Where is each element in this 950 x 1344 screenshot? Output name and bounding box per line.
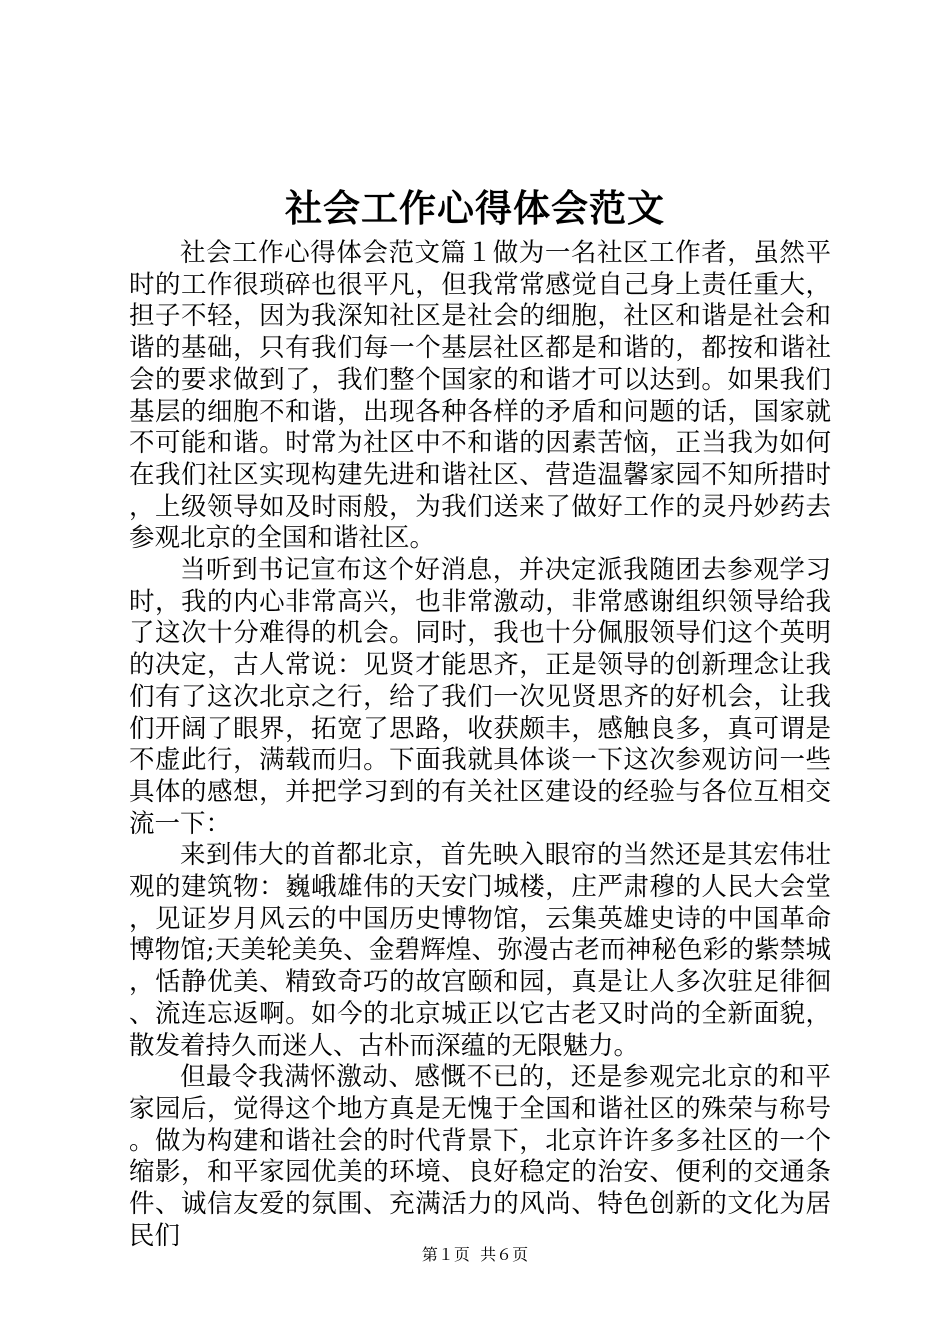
paragraph: 来到伟大的首都北京，首先映入眼帘的当然还是其宏伟壮观的建筑物：巍峨雄伟的天安门城楼，庄严肃穆的人民大会堂，见证岁月风云的中国历史博物馆，云集英雄史诗的中国革命博物馆;天美轮美奂、金碧辉煌、弥漫古老而神秘色彩的紫禁城，恬静优美、精致奇巧的故宫颐和园，真是让人多次驻足徘徊、流连忘返啊。如今的北京城正以它古老又时尚的全新面貌，散发着持久而迷人、古朴而深蕴的无限魅力。 [129, 840, 831, 1061]
page-footer [0, 1244, 950, 1266]
document-body [129, 238, 831, 1253]
paragraph: 当听到书记宣布这个好消息，并决定派我随团去参观学习时，我的内心非常高兴，也非常激动，非常感谢组织领导给我了这次十分难得的机会。同时，我也十分佩服领导们这个英明的决定，古人常说：见贤才能思齐，正是领导的创新理念让我们有了这次北京之行，给了我们一次见贤思齐的好机会，让我们开阔了眼界，拓宽了思路，收获颇丰，感触良多，真可谓是不虚此行，满载而归。下面我就具体谈一下这次参观访问一些具体的感想，并把学习到的有关社区建设的经验与各位互相交流一下： [129, 555, 831, 839]
paragraph: 但最令我满怀激动、感慨不已的，还是参观完北京的和平家园后，觉得这个地方真是无愧于全国和谐社区的殊荣与称号。做为构建和谐社会的时代背景下，北京许许多多社区的一个缩影，和平家园优美的环境、良好稳定的治安、便利的交通条件、诚信友爱的氛围、充满活力的风尚、特色创新的文化为居民们 [129, 1062, 831, 1251]
document-title: 社会工作心得体会范文 [285, 187, 665, 230]
page-number: 第１页 共６页 [421, 1245, 529, 1264]
paragraph: 社会工作心得体会范文篇１做为一名社区工作者，虽然平时的工作很琐碎也很平凡，但我常常感觉自己身上责任重大，担子不轻，因为我深知社区是社会的细胞，社区和谐是社会和谐的基础，只有我们每一个基层社区都是和谐的，都按和谐社会的要求做到了，我们整个国家的和谐才可以达到。如果我们基层的细胞不和谐，出现各种各样的矛盾和问题的话，国家就不可能和谐。时常为社区中不和谐的因素苦恼，正当我为如何在我们社区实现构建先进和谐社区、营造温馨家园不知所措时，上级领导如及时雨般，为我们送来了做好工作的灵丹妙药去参观北京的全国和谐社区。 [129, 238, 831, 554]
